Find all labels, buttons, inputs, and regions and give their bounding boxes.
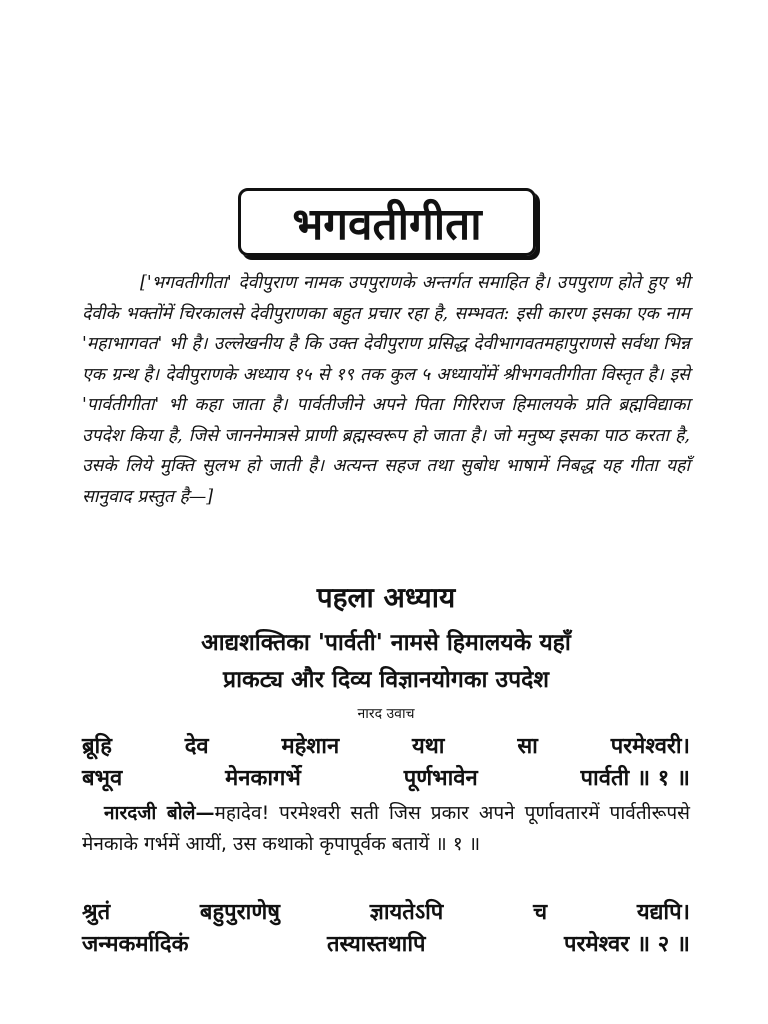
verse-word: महेशान (281, 734, 340, 759)
verse-word: पूर्णभावेन (403, 766, 478, 791)
page-title-text: भगवतीगीता (292, 199, 482, 250)
verse-word: ज्ञायतेऽपि (369, 900, 444, 925)
chapter-subtitle-line-1: आद्यशक्तिका 'पार्वती' नामसे हिमालयके यहाँ (201, 630, 571, 656)
intro-paragraph: ['भगवतीगीता' देवीपुराण नामक उपपुराणके अन्तर्गत समाहित है। उपपुराण होते हुए भी देवीके भक्तोंमें चिरकालसे देवीपुराणका बहुत प्रचार रहा है, सम्भवत: इसी कारण इसका एक नाम 'महाभागवत' भी है। उल्लेखनीय है कि उक्त देवीपुराण प्रसिद्ध देवीभागवतमहापुराणसे सर्वथा भिन्न एक ग्रन्थ है। देवीपुराणके अध्याय १५ से १९ तक कुल ५ अध्यायोंमें श्रीभगवतीगीता विस्तृत है। इसे 'पार्वतीगीता' भी कहा जाता है। पार्वतीजीने अपने पिता गिरिराज हिमालयके प्रति ब्रह्मविद्याका उपदेश किया है, जिसे जाननेमात्रसे प्राणी ब्रह्मस्वरूप हो जाता है। जो मनुष्य इसका पाठ करता है, उसके लिये मुक्ति सुलभ हो जाती है। अत्यन्त सहज तथा सुबोध भाषामें निबद्ध यह गीता यहाँ सानुवाद प्रस्तुत है—] (82, 273, 690, 507)
verse-word: बहुपुराणेषु (199, 900, 280, 925)
translation-text: महादेव! परमेश्वरी सती जिस प्रकार अपने पूर्णावतारमें पार्वतीरूपसे मेनकाके गर्भमें आयीं, उस कथाको कृपापूर्वक बतायें ॥ १ ॥ (82, 802, 690, 855)
page-title (238, 188, 536, 256)
verse-word: पार्वती ॥ १ ॥ (580, 766, 690, 791)
verse-word: यथा (411, 734, 445, 759)
verse-word: श्रुतं (82, 900, 111, 925)
chapter-subtitle-line-2: प्राकट्य और दिव्य विज्ञानयोगका उपदेश (223, 667, 549, 693)
verse-2-line-2 (82, 928, 690, 958)
verse-word: ब्रूहि (82, 734, 112, 759)
verse-speaker: नारद उवाच (357, 706, 415, 722)
chapter-title: पहला अध्याय (316, 581, 456, 614)
verse-word: तस्यास्तथापि (326, 932, 426, 957)
verse-2-line-1 (82, 896, 690, 926)
verse-word: परमेश्वर ॥ २ ॥ (563, 932, 690, 957)
verse-word: देव (184, 734, 209, 759)
verse-word: मेनकागर्भे (225, 766, 301, 791)
verse-1-line-2 (82, 762, 690, 792)
verse-1-line-1 (82, 730, 690, 760)
verse-word: यद्यपि। (636, 900, 690, 925)
verse-word: परमेश्वरी। (610, 734, 690, 759)
verse-word: जन्मकर्मादिकं (82, 932, 189, 957)
verse-word: सा (517, 734, 538, 759)
verse-word: च (533, 900, 548, 925)
translation-1 (82, 798, 690, 860)
verse-word: बभूव (82, 766, 123, 791)
translation-speaker-label: नारदजी बोले— (104, 802, 215, 824)
